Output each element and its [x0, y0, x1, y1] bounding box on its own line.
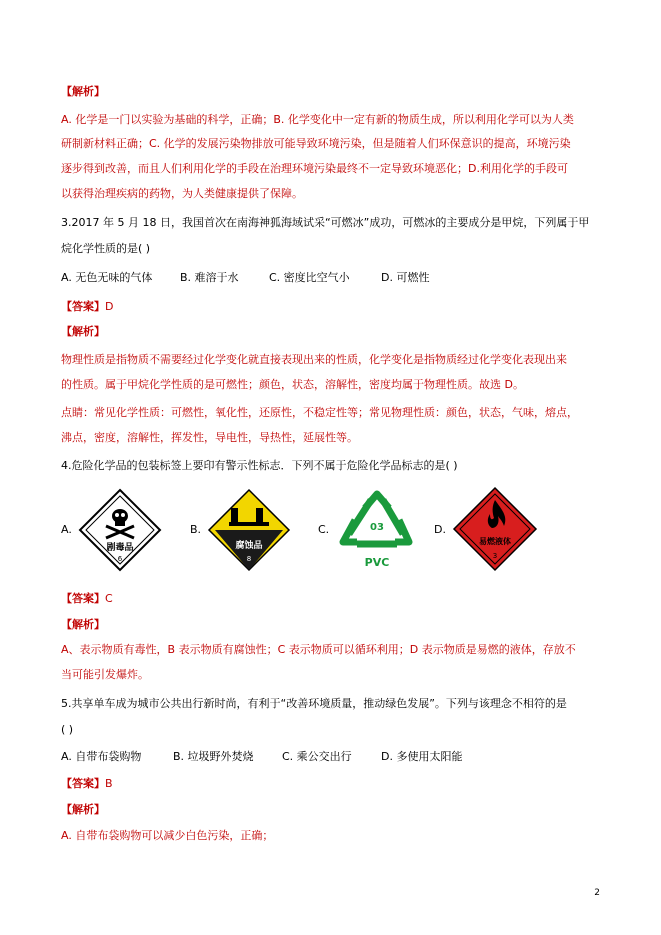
analysis-tag: 【解析】 — [61, 618, 105, 631]
recycle-sign-label: PVC — [364, 556, 390, 569]
answer-value: C — [105, 592, 113, 605]
page-number: 2 — [594, 888, 600, 898]
option-c-letter: C. — [318, 523, 330, 536]
toxic-sign-label: 剧毒品 — [106, 543, 134, 553]
toxic-sign-number: 6 — [117, 555, 123, 563]
question-stem: 5.共享单车成为城市公共出行新时尚，有利于“改善环境质量，推动绿色发展”。下列与该理念不相符的是 — [61, 697, 567, 710]
option-d-letter: D. — [434, 523, 446, 536]
analysis-line: 沸点，密度，溶解性，挥发性，导电性，导热性，延展性等。 — [61, 431, 358, 444]
analysis-line: 以获得治理疾病的药物，为人类健康提供了保障。 — [61, 187, 303, 200]
analysis-tag: 【解析】 — [61, 325, 105, 338]
flammable-sign-label: 易燃液体 — [479, 537, 511, 546]
option-b: B. 难溶于水 — [180, 271, 239, 284]
option-a: A. 自带布袋购物 — [61, 750, 142, 763]
analysis-line: 研制新材料正确；C. 化学的发展污染物排放可能导致环境污染，但是随着人们环保意识的提高，环境污染 — [61, 137, 571, 150]
option-a-letter: A. — [61, 523, 72, 536]
answer-tag: 【答案】 — [61, 300, 105, 313]
option-d: D. 可燃性 — [381, 271, 430, 284]
analysis-line: 当可能引发爆炸。 — [61, 668, 149, 681]
answer-tag: 【答案】 — [61, 592, 105, 605]
toxic-sign-icon — [78, 488, 162, 572]
analysis-tag: 【解析】 — [61, 803, 105, 816]
analysis-line: 点睛：常见化学性质：可燃性，氧化性，还原性，不稳定性等；常见物理性质：颜色，状态，气味，熔点， — [61, 406, 578, 419]
analysis-line: 逐步得到改善，而且人们利用化学的手段在治理环境污染最终不一定导致环境恶化；D.利用化学的手段可 — [61, 162, 568, 175]
option-b-letter: B. — [190, 523, 202, 536]
option-c: C. 密度比空气小 — [269, 271, 350, 284]
answer-tag: 【答案】 — [61, 777, 105, 790]
corrosive-sign-number: 8 — [246, 555, 252, 563]
question-stem: 烷化学性质的是( ) — [61, 242, 151, 255]
option-a: A. 无色无味的气体 — [61, 271, 153, 284]
question-stem: ( ) — [61, 723, 74, 736]
answer-value: B — [105, 777, 113, 790]
analysis-line: A. 化学是一门以实验为基础的科学，正确；B. 化学变化中一定有新的物质生成，所以利用化学可以为人类 — [61, 113, 574, 126]
corrosive-sign-label: 腐蚀品 — [235, 541, 263, 551]
analysis-line: 物理性质是指物质不需要经过化学变化就直接表现出来的性质，化学变化是指物质经过化学变化表现出来 — [61, 353, 567, 366]
answer-value: D — [105, 300, 114, 313]
recycle-sign-number: 03 — [370, 522, 384, 533]
answer-row — [61, 776, 113, 791]
analysis-line: 的性质。属于甲烷化学性质的是可燃性；颜色，状态，溶解性，密度均属于物理性质。故选 D。 — [61, 378, 524, 391]
analysis-line: A. 自带布袋购物可以减少白色污染，正确； — [61, 829, 274, 842]
corrosive-sign-icon — [207, 488, 291, 572]
option-d: D. 多使用太阳能 — [381, 750, 463, 763]
flammable-sign-number: 3 — [492, 552, 498, 560]
option-b: B. 垃圾野外焚烧 — [173, 750, 254, 763]
recycle-sign-icon — [335, 488, 419, 572]
question-stem: 4.危险化学品的包装标签上要印有警示性标志．下列不属于危险化学品标志的是( ) — [61, 459, 458, 472]
flammable-sign-icon — [452, 486, 538, 572]
answer-row — [61, 591, 113, 606]
question-stem: 3.2017 年 5 月 18 日，我国首次在南海神狐海域试采“可燃冰”成功，可燃冰的主要成分是甲烷，下列属于甲 — [61, 216, 590, 229]
answer-row — [61, 299, 113, 314]
analysis-tag: 【解析】 — [61, 85, 105, 98]
option-c: C. 乘公交出行 — [282, 750, 352, 763]
analysis-line: A、表示物质有毒性，B 表示物质有腐蚀性；C 表示物质可以循环利用；D 表示物质是易燃的液体，存放不 — [61, 643, 576, 656]
